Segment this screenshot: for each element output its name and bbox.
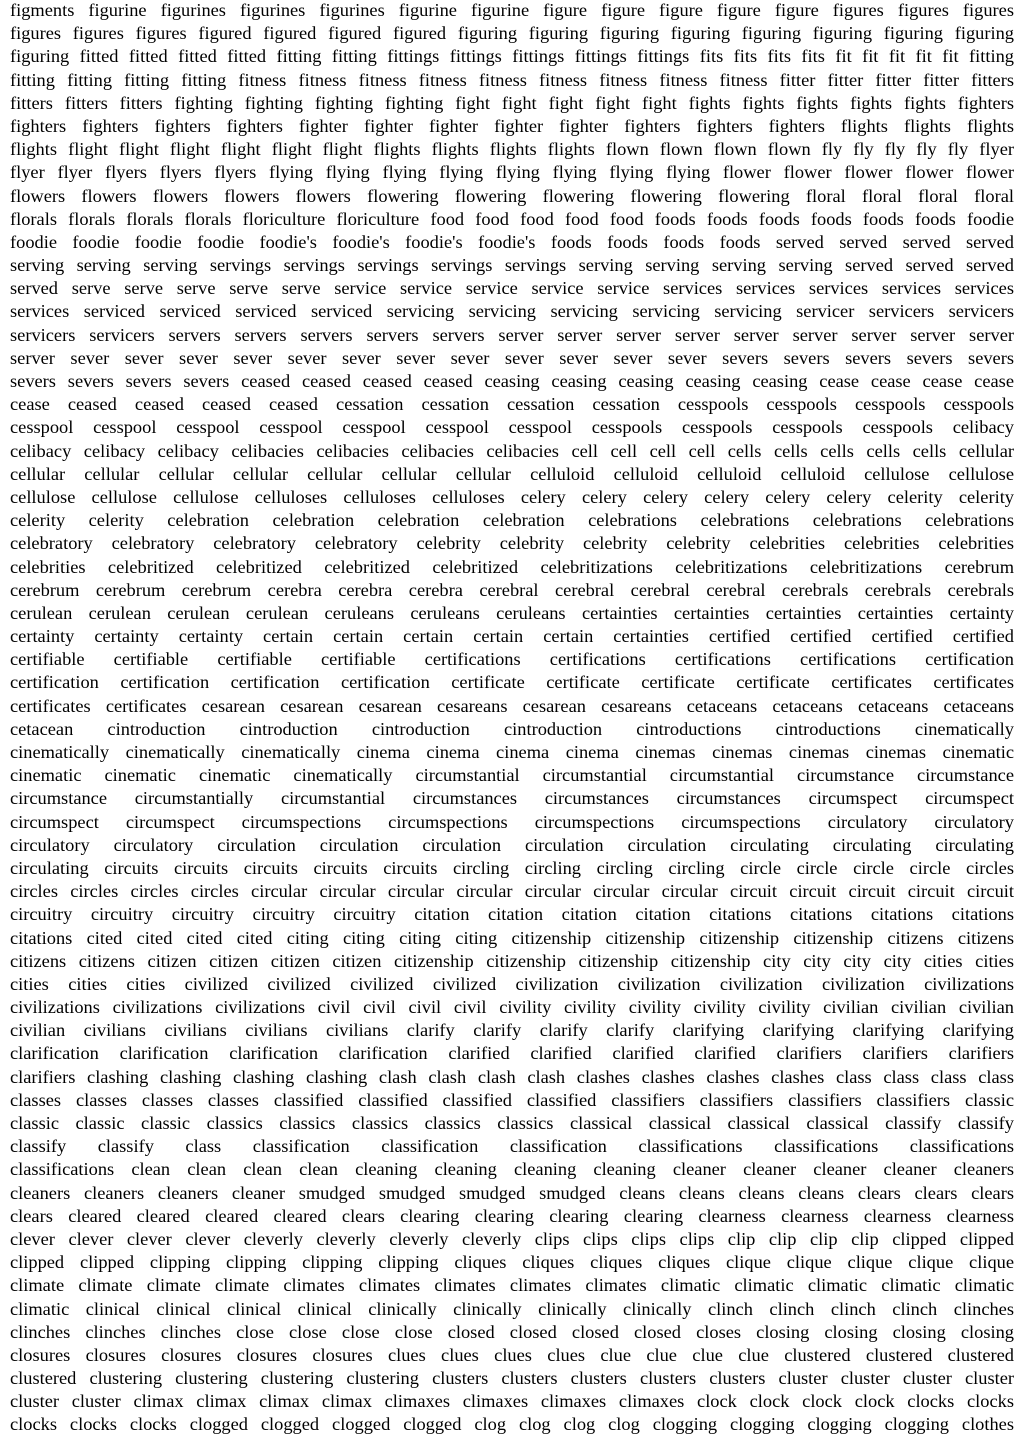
text-line: flights flight flight flight flight flight flight flights flights flights flights flown flown flown flown fly fly fly fly fly flyer xyxy=(10,139,1014,160)
text-line: cleaners cleaners cleaners cleaner smudged smudged smudged smudged cleans cleans cleans cleans clears clears clears xyxy=(10,1182,1014,1203)
text-line: climate climate climate climate climates climates climates climates climates climatic climatic climatic climatic climatic xyxy=(10,1275,1014,1296)
text-line: severs severs severs severs ceased ceased ceased ceased ceasing ceasing ceasing ceasing ceasing cease cease cease cease xyxy=(10,371,1014,391)
text-line: classes classes classes classes classified classified classified classified classifiers classifiers classifiers classifiers classic xyxy=(10,1089,1014,1110)
text-line: circulatory circulatory circulation circulation circulation circulation circulation circulating circulating circulating xyxy=(10,834,1014,855)
text-line: figments figurine figurines figurines figurines figurine figurine figure figure figure figure figure figures figures figures xyxy=(10,0,1014,20)
text-line: classic classic classic classics classics classics classics classics classical classical classical classical classify classify xyxy=(10,1113,1014,1133)
text-line: circuitry circuitry circuitry circuitry circuitry citation citation citation citation citations citations citations citations xyxy=(10,904,1014,925)
text-line: flowers flowers flowers flowers flowers flowering flowering flowering flowering flowering floral floral floral floral xyxy=(10,185,1014,206)
text-line: cease ceased ceased ceased ceased cessation cessation cessation cessation cesspools cesspools cesspools cesspools xyxy=(10,394,1014,415)
text-line: foodie foodie foodie foodie foodie's foodie's foodie's foodie's foods foods foods foods served served served served xyxy=(10,231,1014,252)
text-line: fitting fitting fitting fitting fitness fitness fitness fitness fitness fitness fitness fitness fitness fitter fitter fitter fitter fitters xyxy=(10,69,1014,90)
text-line: citizens citizens citizen citizen citizen citizen citizenship citizenship citizenship citizenship city city city city cities cities xyxy=(10,950,1014,971)
text-line: cluster cluster climax climax climax climax climaxes climaxes climaxes climaxes clock clock clock clock clocks clocks xyxy=(10,1391,1014,1412)
text-line: cellular cellular cellular cellular cellular cellular cellular celluloid celluloid celluloid celluloid cellulose cellulose xyxy=(10,463,1014,484)
text-line: served serve serve serve serve serve service service service service service services services services services services xyxy=(10,278,1014,299)
text-line: circumstance circumstantially circumstantial circumstances circumstances circumstances circumspect circumspect xyxy=(10,788,1014,809)
text-line: servicers servicers servers servers servers servers servers server server server server server server server server server xyxy=(10,324,1014,345)
text-line: cerebrum cerebrum cerebrum cerebra cerebra cerebra cerebral cerebral cerebral cerebral cerebrals cerebrals cerebrals xyxy=(10,579,1014,600)
text-line: circles circles circles circles circular circular circular circular circular circular circular circuit circuit circuit circuit circuit xyxy=(10,881,1014,902)
text-line: celibacy celibacy celibacy celibacies celibacies celibacies celibacies cell cell cell cell cells cells cells cells cells cellular xyxy=(10,440,1014,461)
text-line: clipped clipped clipping clipping clipping clipping cliques cliques cliques cliques clique clique clique clique clique xyxy=(10,1252,1014,1273)
text-line: clocks clocks clocks clogged clogged clogged clogged clog clog clog clog clogging clogging clogging clogging clothes xyxy=(10,1414,1014,1435)
text-line: cerulean cerulean cerulean cerulean ceruleans ceruleans ceruleans certainties certainties certainties certainties certainty xyxy=(10,602,1014,623)
text-line: certification certification certification certification certificate certificate certificate certificate certificates certificates xyxy=(10,672,1014,693)
text-line: classify classify class classification classification classification classifications classifications classifications xyxy=(10,1136,1014,1157)
text-line: fitters fitters fitters fighting fighting fighting fighting fight fight fight fight fight fights fights fights fights fights fighters xyxy=(10,92,1014,113)
text-line: cellulose cellulose cellulose celluloses celluloses celluloses celery celery celery celery celery celery celerity celerity xyxy=(10,486,1014,507)
text-line: clustered clustering clustering clustering clustering clusters clusters clusters clusters clusters cluster cluster cluster cluster xyxy=(10,1368,1014,1389)
text-line: certificates certificates cesarean cesarean cesarean cesareans cesarean cesareans cetaceans cetaceans cetaceans cetaceans xyxy=(10,695,1014,716)
text-line: cetacean cintroduction cintroduction cintroduction cintroduction cintroductions cintroductions cinematically xyxy=(10,718,1014,739)
text-line: celebratory celebratory celebratory celebratory celebrity celebrity celebrity celebrity celebrities celebrities celebrities xyxy=(10,533,1014,554)
text-line: civilizations civilizations civilizations civil civil civil civil civility civility civility civility civility civilian civilian civilian xyxy=(10,997,1014,1018)
text-line: clarifiers clashing clashing clashing clashing clash clash clash clash clashes clashes clashes clashes class class class class xyxy=(10,1066,1014,1087)
text-line: flyer flyer flyers flyers flyers flying flying flying flying flying flying flying flying flower flower flower flower flower xyxy=(10,162,1014,183)
text-line: celebrities celebritized celebritized celebritized celebritized celebritizations celebritizations celebritizations cerebrum xyxy=(10,556,1014,577)
word-list-text xyxy=(10,0,1014,1437)
text-line: fighters fighters fighters fighters fighter fighter fighter fighter fighter fighters fighters fighters flights flights flights xyxy=(10,115,1014,136)
text-line: clears cleared cleared cleared cleared clears clearing clearing clearing clearing clearness clearness clearness clearness xyxy=(10,1205,1014,1226)
text-line: climatic clinical clinical clinical clinical clinically clinically clinically clinically clinch clinch clinch clinch clinches xyxy=(10,1298,1014,1319)
text-line: circumspect circumspect circumspections circumspections circumspections circumspections circulatory circulatory xyxy=(10,811,1014,832)
text-line: cinematically cinematically cinematically cinema cinema cinema cinema cinemas cinemas cinemas cinemas cinematic xyxy=(10,742,1014,762)
text-line: clinches clinches clinches close close close close closed closed closed closed closes closing closing closing closing xyxy=(10,1321,1014,1342)
text-line: celerity celerity celebration celebration celebration celebration celebrations celebrations celebrations celebrations xyxy=(10,510,1014,531)
text-line: serving serving serving servings servings servings servings servings serving serving serving serving served served served xyxy=(10,255,1014,276)
text-line: citations cited cited cited cited citing citing citing citing citizenship citizenship citizenship citizenship citizens citizens xyxy=(10,927,1014,948)
text-line: closures closures closures closures closures clues clues clues clues clue clue clue clue clustered clustered clustered xyxy=(10,1344,1014,1365)
text-line: certifiable certifiable certifiable certifiable certifications certifications certifications certifications certification xyxy=(10,649,1014,670)
text-line: classifications clean clean clean clean cleaning cleaning cleaning cleaning cleaner cleaner cleaner cleaner cleaners xyxy=(10,1159,1014,1180)
text-line: cinematic cinematic cinematic cinematically circumstantial circumstantial circumstantial circumstance circumstance xyxy=(10,765,1014,786)
text-line: clever clever clever clever cleverly cleverly cleverly cleverly clips clips clips clips clip clip clip clip clipped clipped xyxy=(10,1228,1014,1249)
text-line: figures figures figures figured figured figured figured figuring figuring figuring figuring figuring figuring figuring figuring xyxy=(10,23,1014,44)
text-line: figuring fitted fitted fitted fitted fitting fitting fittings fittings fittings fittings fittings fits fits fits fits fit fit fit fit fit fitting xyxy=(10,46,1014,67)
text-line: florals florals florals florals floriculture floriculture food food food food food foods foods foods foods foods foods foodie xyxy=(10,208,1014,229)
text-line: services serviced serviced serviced serviced servicing servicing servicing servicing servicing servicer servicers servicers xyxy=(10,301,1014,322)
text-line: civilian civilians civilians civilians civilians clarify clarify clarify clarify clarifying clarifying clarifying clarifying xyxy=(10,1020,1014,1041)
text-line: clarification clarification clarification clarification clarified clarified clarified clarified clarifiers clarifiers clarifiers xyxy=(10,1043,1014,1064)
text-line: server sever sever sever sever sever sever sever sever sever sever sever sever severs severs severs severs severs xyxy=(10,347,1014,368)
text-line: cities cities cities civilized civilized civilized civilized civilization civilization civilization civilization civilizations xyxy=(10,973,1014,994)
text-line: cesspool cesspool cesspool cesspool cesspool cesspool cesspool cesspools cesspools cesspools cesspools celibacy xyxy=(10,417,1014,438)
text-line: circulating circuits circuits circuits circuits circuits circling circling circling circling circle circle circle circle circles xyxy=(10,857,1014,878)
text-line: certainty certainty certainty certain certain certain certain certain certainties certified certified certified certified xyxy=(10,626,1014,647)
